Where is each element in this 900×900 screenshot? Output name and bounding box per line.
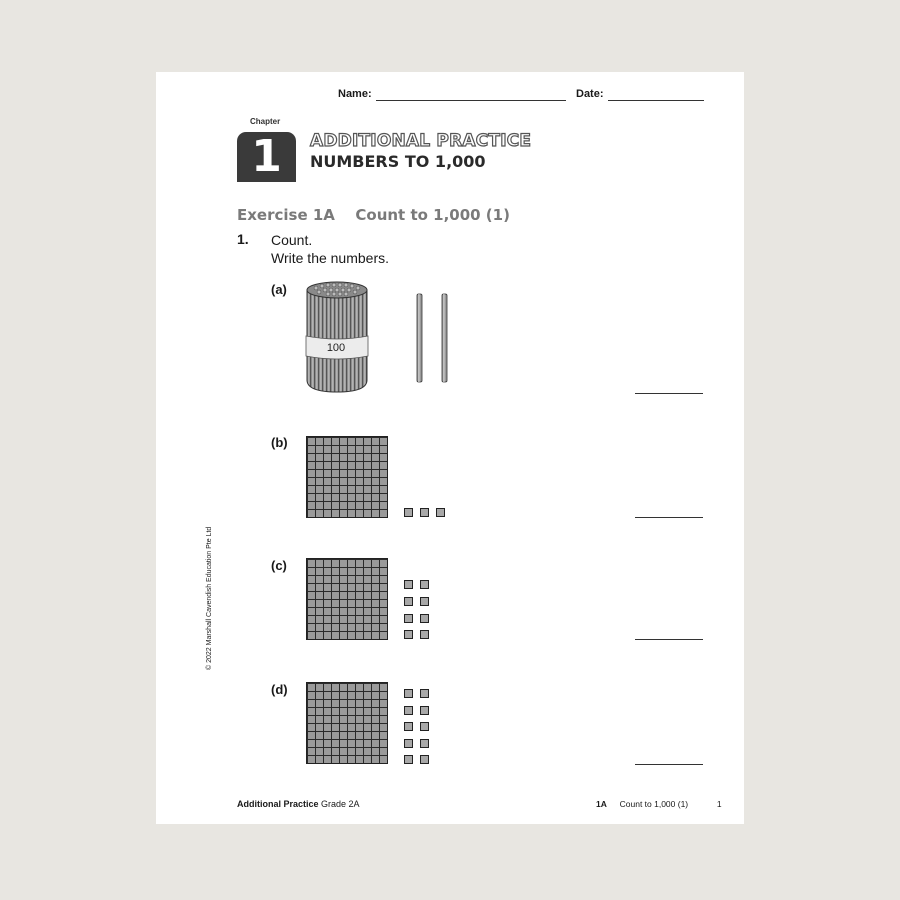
chapter-number-badge: 1	[237, 132, 296, 182]
footer-exercise-code: 1A	[596, 799, 607, 809]
chapter-title: NUMBERS TO 1,000	[310, 152, 486, 171]
unit-cube	[420, 739, 429, 748]
unit-cube	[420, 580, 429, 589]
copyright-notice: © 2022 Marshall Cavendish Education Pte Ltd	[206, 526, 213, 670]
unit-cube	[404, 630, 413, 639]
part-b-label: (b)	[271, 435, 288, 450]
answer-line-a	[635, 393, 703, 394]
unit-cube	[436, 508, 445, 517]
exercise-code: Exercise 1A	[237, 206, 335, 224]
bundle-of-100-sticks-icon	[302, 280, 372, 396]
unit-cube	[404, 580, 413, 589]
hundred-flat-c	[306, 558, 388, 640]
footer-right	[596, 799, 722, 809]
name-label: Name:	[338, 88, 372, 100]
date-line	[608, 100, 704, 101]
answer-line-c	[635, 639, 703, 640]
worksheet-page	[156, 72, 744, 824]
name-line	[376, 100, 566, 101]
part-d-label: (d)	[271, 682, 288, 697]
part-a-label: (a)	[271, 282, 287, 297]
exercise-title: Count to 1,000 (1)	[355, 206, 510, 224]
unit-cube	[420, 755, 429, 764]
bundle-label: 100	[326, 342, 346, 354]
question-instructions	[271, 231, 389, 267]
instruction-line-2: Write the numbers.	[271, 250, 390, 266]
unit-cube	[404, 722, 413, 731]
chapter-label: Chapter	[250, 117, 281, 126]
unit-cube	[404, 597, 413, 606]
footer-grade: Grade 2A	[318, 799, 360, 809]
chapter-title-top: ADDITIONAL PRACTICE	[310, 131, 532, 151]
unit-cube	[404, 508, 413, 517]
unit-cube	[404, 739, 413, 748]
footer-left	[237, 799, 360, 809]
unit-cube	[420, 597, 429, 606]
unit-cube	[404, 755, 413, 764]
unit-cube	[404, 706, 413, 715]
unit-cube	[420, 614, 429, 623]
hundred-flat-b	[306, 436, 388, 518]
unit-cube	[420, 706, 429, 715]
question-number: 1.	[237, 231, 249, 247]
unit-cube	[420, 508, 429, 517]
unit-cube	[420, 689, 429, 698]
unit-cube	[404, 689, 413, 698]
footer-exercise-title: Count to 1,000 (1)	[619, 799, 689, 809]
part-c-label: (c)	[271, 558, 287, 573]
page-number: 1	[716, 799, 722, 809]
unit-cube	[420, 630, 429, 639]
single-sticks-icon	[412, 292, 452, 384]
instruction-line-1: Count.	[271, 232, 313, 248]
answer-line-b	[635, 517, 703, 518]
unit-cube	[420, 722, 429, 731]
answer-line-d	[635, 764, 703, 765]
footer-book-title: Additional Practice	[237, 799, 319, 809]
date-label: Date:	[576, 88, 604, 100]
exercise-heading	[237, 206, 510, 224]
unit-cube	[404, 614, 413, 623]
hundred-flat-d	[306, 682, 388, 764]
